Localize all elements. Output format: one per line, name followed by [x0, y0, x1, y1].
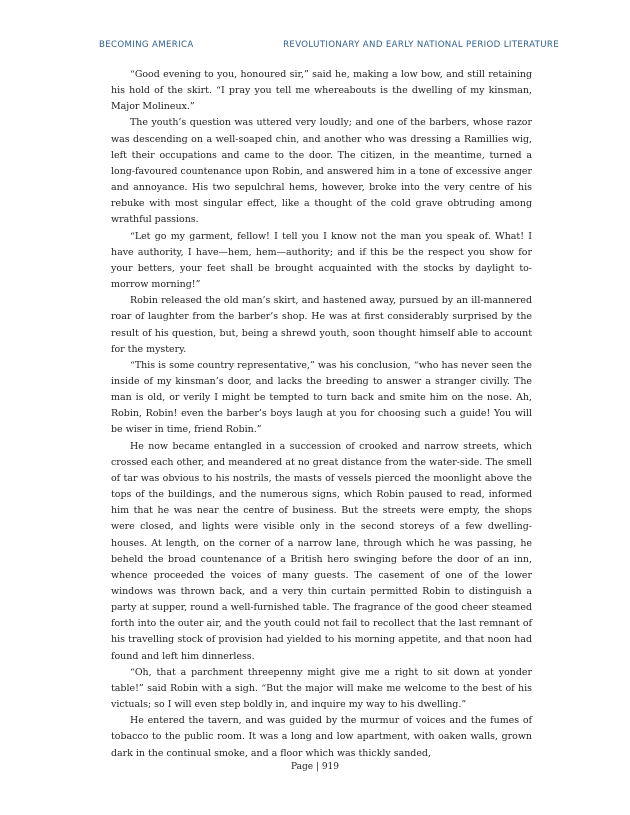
paragraph: “Oh, that a parchment threepenny might give me a right to sit down at yonder table!” said Robin with a sigh. “But the major will make me welcome to the best of his victuals; so I will even step boldly in, and inquire my way to his dwelling.” — [111, 666, 532, 711]
paragraph: “This is some country representative,” was his conclusion, “who has never seen the inside of my kinsman’s door, and lacks the breeding to answer a stranger civilly. The man is old, or verily I might be tempted to turn back and smite him on the nose. Ah, Robin, Robin! even the barber’s boys laugh at you for choosing such a guide! You will be wiser in time, friend Robin.” — [111, 359, 532, 436]
header-section-title: REVOLUTIONARY AND EARLY NATIONAL PERIOD LITERATURE — [283, 40, 559, 50]
running-header — [99, 40, 559, 50]
header-book-title: BECOMING AMERICA — [99, 40, 194, 50]
paragraph: The youth’s question was uttered very loudly; and one of the barbers, whose razor was descending on a well-soaped chin, and another who was dressing a Ramillies wig, left their occupations and came to the door. The citizen, in the meantime, turned a long-favoured countenance upon Robin, and answered him in a tone of excessive anger and annoyance. His two sepulchral hems, however, broke into the very centre of his rebuke with most singular effect, like a thought of the cold grave obtruding among wrathful passions. — [111, 117, 532, 226]
paragraph: “Good evening to you, honoured sir,” said he, making a low bow, and still retaining his hold of the skirt. “I pray you tell me whereabouts is the dwelling of my kinsman, Major Molineux.” — [111, 69, 532, 113]
page-footer — [0, 762, 630, 772]
paragraph: He entered the tavern, and was guided by the murmur of voices and the fumes of tobacco to the public room. It was a long and low apartment, with oaken walls, grown dark in the continual smoke, and a floor which was thickly sanded, — [111, 715, 532, 759]
paragraph: He now became entangled in a succession of crooked and narrow streets, which crossed each other, and meandered at no great distance from the water-side. The smell of tar was obvious to his nostrils, the masts of vessels pierced the moonlight above the tops of the buildings, and the numerous signs, which Robin paused to read, informed him that he was near the centre of business. But the streets were empty, the shops were closed, and lights were visible only in the second storeys of a few dwelling-houses. At length, on the corner of a narrow lane, through which he was passing, he beheld the broad countenance of a British hero swinging before the door of an inn, whence proceeded the voices of many guests. The casement of one of the lower windows was thrown back, and a very thin curtain permitted Robin to distinguish a party at supper, round a well-furnished table. The fragrance of the good cheer steamed forth into the outer air, and the youth could not fail to recollect that the last remnant of his travelling stock of provision had yielded to his morning appetite, and that noon had found and left him dinnerless. — [111, 440, 532, 662]
paragraph: “Let go my garment, fellow! I tell you I know not the man you speak of. What! I have authority, I have—hem, hem—authority; and if this be the respect you show for your betters, your feet shall be brought acquainted with the stocks by daylight to-morrow morning!” — [111, 230, 532, 291]
paragraph: Robin released the old man’s skirt, and hastened away, pursued by an ill-mannered roar of laughter from the barber’s shop. He was at first considerably surprised by the result of his question, but, being a shrewd youth, soon thought himself able to account for the mystery. — [111, 295, 532, 355]
page-number: Page | 919 — [290, 762, 340, 772]
body-text — [111, 67, 532, 762]
